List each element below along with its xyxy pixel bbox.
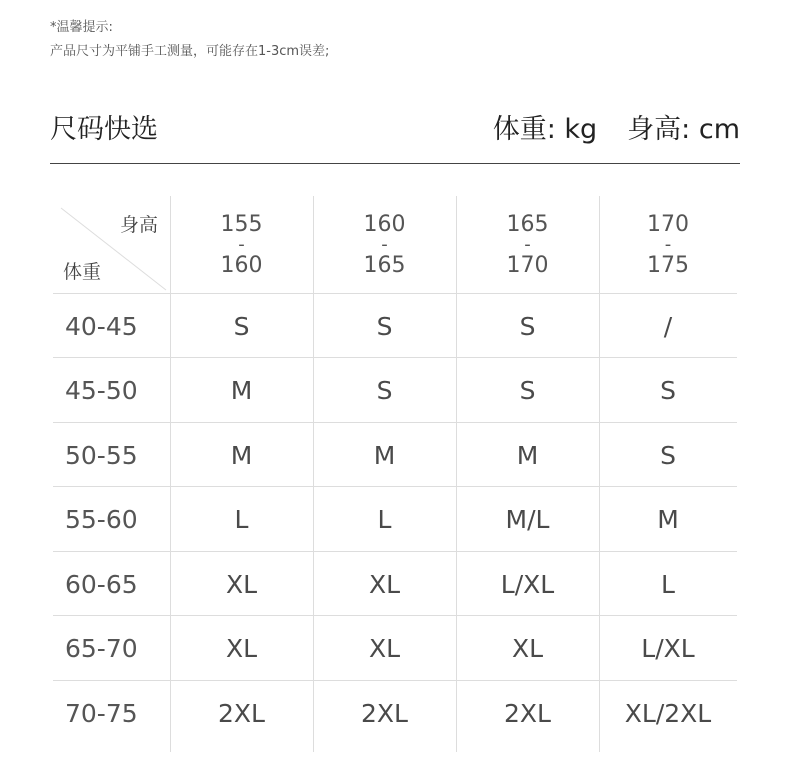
size-guide-header: [50, 110, 740, 150]
size-cell: XL: [511, 633, 544, 663]
size-cell: L/XL: [641, 633, 695, 663]
height-range-header: [456, 196, 599, 293]
size-cell: 2XL: [504, 698, 551, 728]
row-divider: [53, 615, 737, 616]
weight-unit-label: 体重: kg: [492, 114, 598, 145]
height-range-to: 175: [647, 252, 689, 278]
size-cell: S: [376, 375, 393, 405]
size-cell: S: [660, 440, 676, 470]
height-unit-label: 身高: cm: [627, 114, 740, 145]
weight-range-cell: 45-50: [65, 375, 138, 405]
column-divider: [456, 196, 457, 752]
size-cell: L/XL: [500, 569, 555, 599]
size-cell: M/L: [505, 504, 550, 534]
weight-range-cell: 60-65: [65, 569, 138, 599]
table-row: [53, 423, 737, 487]
size-cell: M: [516, 440, 539, 470]
size-cell: L: [377, 504, 392, 534]
size-cell: XL: [368, 633, 401, 663]
height-axis-label: 身高: [119, 214, 158, 236]
size-cell: XL: [368, 569, 401, 599]
height-range-header: [313, 196, 456, 293]
row-divider: [53, 422, 737, 423]
size-cell: M: [657, 504, 679, 534]
height-range-from: 160: [363, 211, 406, 237]
size-table: [53, 196, 737, 752]
table-row: [53, 358, 737, 422]
size-cell: M: [230, 440, 253, 470]
column-divider: [599, 196, 600, 752]
size-cell: L: [234, 504, 249, 534]
height-range-dash: -: [524, 233, 531, 255]
height-range-from: 155: [220, 211, 263, 237]
size-cell: /: [663, 311, 673, 341]
size-cell: 2XL: [361, 698, 408, 728]
table-row: [53, 487, 737, 551]
height-range-to: 165: [363, 252, 406, 278]
tips-text: 产品尺寸为平铺手工测量，可能存在1-3cm误差;: [50, 44, 330, 59]
weight-range-cell: 65-70: [65, 633, 138, 663]
weight-range-cell: 50-55: [65, 440, 138, 470]
size-cell: S: [519, 375, 536, 405]
column-divider: [313, 196, 314, 752]
table-row: [53, 616, 737, 680]
weight-range-cell: 55-60: [65, 504, 138, 534]
height-range-header: [170, 196, 313, 293]
size-cell: 2XL: [218, 698, 265, 728]
column-divider: [170, 196, 171, 752]
table-row: [53, 681, 737, 745]
page-title: 尺码快选: [50, 114, 158, 145]
weight-range-cell: 40-45: [65, 311, 138, 341]
height-range-to: 170: [506, 252, 549, 278]
size-cell: XL/2XL: [624, 698, 712, 728]
height-range-header: [599, 196, 737, 293]
size-cell: XL: [225, 633, 258, 663]
row-divider: [53, 680, 737, 681]
row-divider: [53, 357, 737, 358]
header-divider: [50, 163, 740, 164]
corner-cell: [53, 196, 170, 293]
size-cell: S: [376, 311, 393, 341]
height-range-dash: -: [381, 233, 388, 255]
height-range-dash: -: [664, 233, 672, 255]
tips-title: *温馨提示:: [50, 20, 113, 35]
table-row: [53, 294, 737, 358]
tips-block: [50, 16, 329, 64]
height-range-dash: -: [238, 233, 245, 255]
height-range-to: 160: [220, 252, 263, 278]
table-row: [53, 552, 737, 616]
size-cell: S: [233, 311, 250, 341]
height-range-from: 165: [506, 211, 549, 237]
size-cell: M: [230, 375, 253, 405]
table-header-row: [53, 196, 737, 293]
size-cell: M: [373, 440, 396, 470]
weight-range-cell: 70-75: [65, 698, 138, 728]
height-range-from: 170: [647, 211, 689, 237]
size-cell: XL: [225, 569, 258, 599]
size-cell: S: [660, 375, 676, 405]
size-cell: S: [519, 311, 536, 341]
row-divider: [53, 293, 737, 294]
unit-labels: [493, 110, 740, 150]
weight-axis-label: 体重: [63, 261, 102, 283]
size-cell: L: [661, 569, 675, 599]
row-divider: [53, 486, 737, 487]
row-divider: [53, 551, 737, 552]
